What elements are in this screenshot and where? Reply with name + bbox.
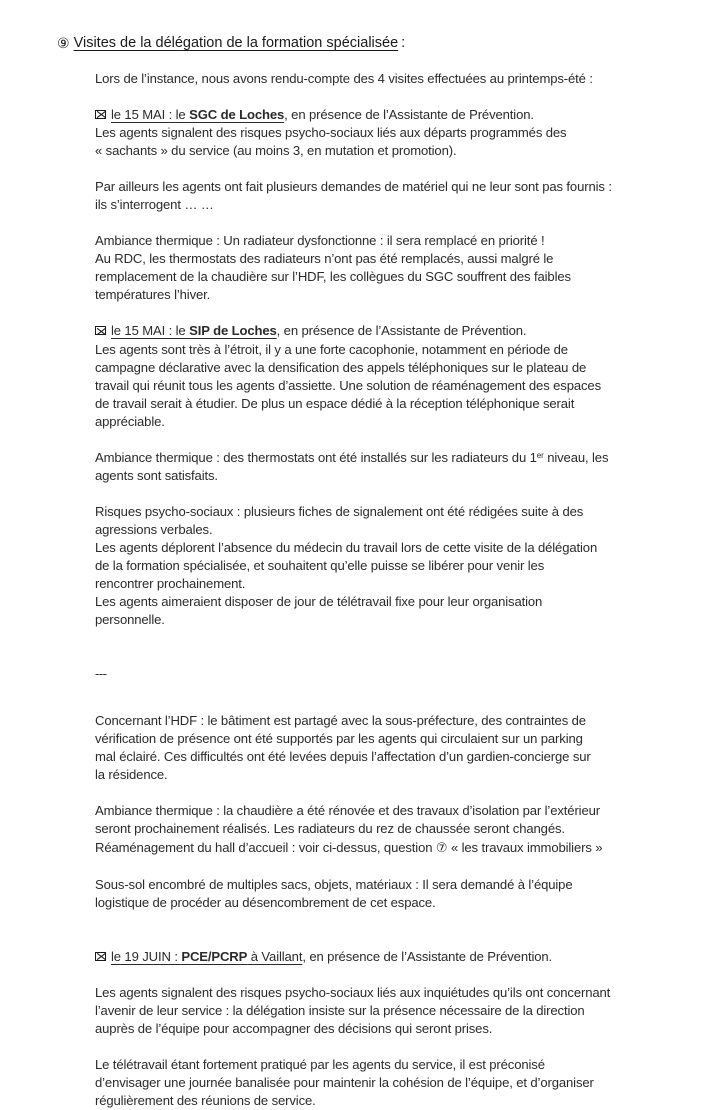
paragraph-sip-ambiance xyxy=(95,449,683,485)
paragraph-pce-pcrp xyxy=(95,948,683,966)
section-separator xyxy=(95,665,683,683)
text-line: appréciable. xyxy=(95,413,165,429)
paragraph-sip-rps xyxy=(95,503,683,629)
text-line: Par ailleurs les agents ont fait plusieurs demandes de matériel qui ne leur sont pas fournis : xyxy=(95,179,612,195)
text-line: vérification de présence ont été supportés par les agents qui circulaient sur un parking xyxy=(95,731,583,747)
text-line: Les agents aimeraient disposer de jour de télétravail fixe pour leur organisation xyxy=(95,594,543,610)
paragraph-hdf xyxy=(95,712,683,784)
paragraph-sgc-loches xyxy=(95,106,683,160)
text-line: Concernant l’HDF : le bâtiment est partagé avec la sous-préfecture, des contraintes de xyxy=(95,713,586,729)
spacer xyxy=(95,629,683,665)
text-line: Sous-sol encombré de multiples sacs, objets, matériaux : Il sera demandé à l’équipe xyxy=(95,876,573,892)
bullet-heading-sgc xyxy=(95,106,683,124)
document-body xyxy=(95,70,683,1110)
text-line: Au RDC, les thermostats des radiateurs n’ont pas été remplacés, aussi malgré le xyxy=(95,251,554,267)
text-line: campagne déclarative avec la densification des appels téléphoniques sur le plateau de xyxy=(95,359,587,375)
text-line: Les agents signalent des risques psycho-sociaux liés aux départs programmés des xyxy=(95,125,567,141)
text-line: « sachants » du service (au moins 3, en mutation et promotion). xyxy=(95,143,457,159)
paragraph-sgc-ambiance xyxy=(95,232,683,304)
page-title xyxy=(57,33,405,54)
spacer xyxy=(95,88,683,106)
visit-lead-sgc: le 15 MAI : le SGC de Loches xyxy=(111,107,285,123)
spacer xyxy=(95,1038,683,1056)
text-line: personnelle. xyxy=(95,612,165,628)
paragraph-hdf-ambiance xyxy=(95,802,683,857)
text-line: Le télétravail étant fortement pratiqué par les agents du service, il est préconisé xyxy=(95,1056,545,1072)
paragraph-sip-loches xyxy=(95,322,683,430)
spacer xyxy=(95,160,683,178)
ordinal-suffix: er xyxy=(536,450,544,460)
text-line: Risques psycho-sociaux : plusieurs fiches de signalement ont été rédigées suite à des xyxy=(95,503,584,519)
visit-tail-pce: , en présence de l’Assistante de Prévention. xyxy=(302,948,553,964)
section-number-icon: ⑨ xyxy=(57,36,70,52)
text-line: Les agents déplorent l’absence du médecin du travail lors de cette visite de la délégation xyxy=(95,539,598,555)
text-line: Ambiance thermique : Un radiateur dysfonctionne : il sera remplacé en priorité ! xyxy=(95,233,545,249)
text-line: --- xyxy=(95,666,107,682)
text-line: de travail serait à étudier. De plus un espace dédié à la réception téléphonique serait xyxy=(95,395,575,411)
visit-site-pce: PCE/PCRP xyxy=(181,948,248,964)
question-number-icon: ⑦ xyxy=(435,840,448,856)
text-line: seront prochainement réalisés. Les radiateurs du rez de chaussée seront changés. xyxy=(95,821,565,837)
visit-lead-pce: le 19 JUIN : PCE/PCRP à Vaillant xyxy=(111,948,303,964)
paragraph-sgc-materiel xyxy=(95,178,683,214)
text-line: de la formation spécialisée, et souhaitent qu’elle puisse se libérer pour venir les xyxy=(95,557,545,573)
text-line: agressions verbales. xyxy=(95,521,213,537)
text-line: agents sont satisfaits. xyxy=(95,467,218,483)
spacer xyxy=(95,966,683,984)
text-line: Réaménagement du hall d’accueil : voir ci-dessus, question ⑦ « les travaux immobiliers » xyxy=(95,839,603,856)
visit-tail-sip: , en présence de l’Assistante de Prévention. xyxy=(276,323,527,339)
paragraph-pce-teletravail xyxy=(95,1056,683,1110)
spacer xyxy=(95,784,683,802)
text-line: Ambiance thermique : des thermostats ont été installés sur les radiateurs du 1er niveau, les xyxy=(95,449,609,465)
bullet-heading-sip xyxy=(95,322,683,340)
text-line: l’avenir de leur service : la délégation insiste sur la présence nécessaire de la direction xyxy=(95,1002,585,1018)
spacer xyxy=(95,858,683,876)
text-line: auprès de l’équipe pour accompagner des décisions qui seront prises. xyxy=(95,1020,493,1036)
spacer xyxy=(95,912,683,948)
visit-tail-sgc: , en présence de l’Assistante de Prévention. xyxy=(284,107,534,123)
visit-site-sgc: SGC de Loches xyxy=(189,107,285,123)
text-line: travail qui réunit tous les agents d’assiette. Une solution de réaménagement des espaces xyxy=(95,377,601,393)
spacer xyxy=(95,214,683,232)
paragraph-pce-rps xyxy=(95,984,683,1038)
boxed-x-bullet-icon xyxy=(95,952,106,961)
text-line: Les agents sont très à l’étroit, il y a une forte cacophonie, notamment en période de xyxy=(95,341,568,357)
spacer xyxy=(95,431,683,449)
boxed-x-bullet-icon xyxy=(95,326,106,335)
text-line: logistique de procéder au désencombrement de cet espace. xyxy=(95,894,436,910)
boxed-x-bullet-icon xyxy=(95,110,106,119)
paragraph-intro xyxy=(95,70,683,88)
spacer xyxy=(95,304,683,322)
spacer xyxy=(95,485,683,503)
page-title-text: Visites de la délégation de la formation spécialisée xyxy=(73,35,399,51)
text-line: ils s’interrogent … … xyxy=(95,197,214,213)
text-line: températures l’hiver. xyxy=(95,287,211,303)
visit-lead-sip: le 15 MAI : le SIP de Loches xyxy=(111,323,277,339)
text-line: Les agents signalent des risques psycho-sociaux liés aux inquiétudes qu’ils ont concernant xyxy=(95,984,611,1000)
text-line: remplacement de la chaudière sur l’HDF, les collègues du SGC souffrent des faibles xyxy=(95,269,571,285)
spacer xyxy=(95,683,683,712)
text-line: régulièrement des réunions de service. xyxy=(95,1092,316,1108)
page-title-colon: : xyxy=(401,35,406,51)
bullet-heading-pce xyxy=(95,948,683,966)
text-line: d’envisager une journée banalisée pour maintenir la cohésion de l’équipe, et d’organiser xyxy=(95,1074,594,1090)
text-line: mal éclairé. Ces difficultés ont été levées depuis l’affectation d’un gardien-concierge sur xyxy=(95,749,591,765)
text-line: la résidence. xyxy=(95,767,168,783)
visit-site-sip: SIP de Loches xyxy=(189,323,277,339)
text-line: rencontrer prochainement. xyxy=(95,576,246,592)
text-line: Lors de l’instance, nous avons rendu-compte des 4 visites effectuées au printemps-été : xyxy=(95,71,593,86)
paragraph-sous-sol xyxy=(95,876,683,912)
text-line: Ambiance thermique : la chaudière a été rénovée et des travaux d’isolation par l’extérieur xyxy=(95,803,600,819)
